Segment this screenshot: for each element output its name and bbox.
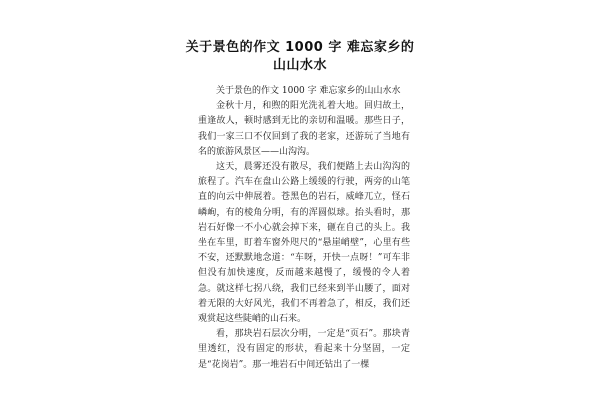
document-title-line-1: 关于景色的作文 1000 字 难忘家乡的 [185, 40, 415, 55]
document-body [198, 84, 410, 373]
document-title-line-2: 山山水水 [272, 58, 327, 73]
paragraph-rocks: 看，那块岩石层次分明，一定是“页石”。那块青里透红，没有固定的形状，看起来十分坚固，一定是“花岗岩”。那一堆岩石中间还钻出了一棵 [198, 329, 410, 370]
paragraph-journey: 这天，晨雾还没有散尽，我们便踏上去山沟沟的旅程了。汽车在盘山公路上缓缓的行驶，两旁的山笔直的向云中伸展着。苍黑色的岩石，威峰兀立，怪石嶙峋，有的棱角分明，有的浑圆似球。抬头看时，那岩石好像一不小心就会掉下来，砸在自己的头上。我坐在车里，盯着车窗外咫尺的“悬崖峭壁”，心里有些不安，还默默地念道：“车呀，开快一点呀！”可车非但没有加快速度，反而越来越慢了，缓慢的令人着急。就这样七拐八绕，我们已经来到半山腰了，面对着无限的大好风光，我们不再着急了，相反，我们还观赏起这些陡峭的山石来。 [198, 162, 410, 325]
paragraph-intro: 金秋十月，和煦的阳光洗礼着大地。回归故土，重逢故人，顿时感到无比的亲切和温暖。那些日子，我们一家三口不仅回到了我的老家，还游玩了当地有名的旅游风景区——山沟沟。 [198, 101, 410, 157]
paragraph-heading: 关于景色的作文 1000 字 难忘家乡的山山水水 [216, 86, 401, 96]
